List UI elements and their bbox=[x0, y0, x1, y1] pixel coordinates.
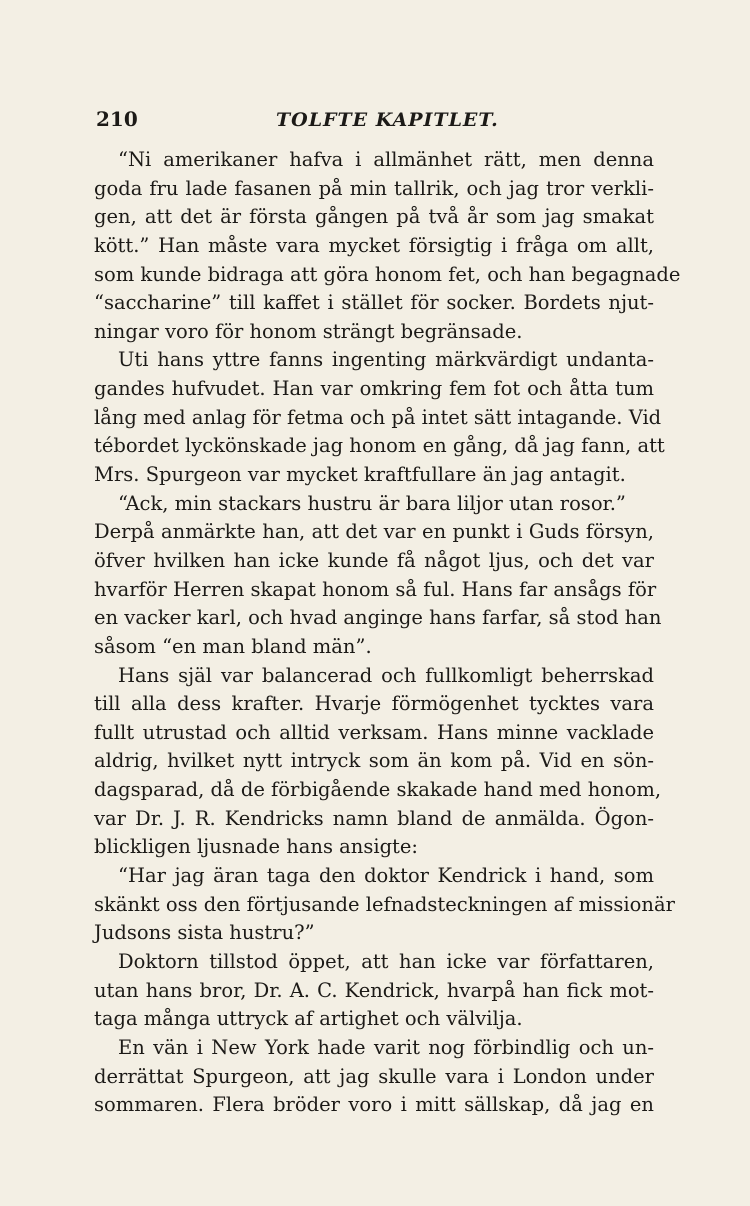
text-line: “Ni amerikaner hafva i allmänhet rätt, men denna bbox=[118, 148, 654, 171]
text-line: gandes hufvudet. Han var omkring fem fot och åtta tum bbox=[94, 377, 654, 401]
text-line: aldrig, hvilket nytt intryck som än kom på. Vid en sön- bbox=[94, 749, 654, 773]
text-line: kött.” Han måste vara mycket försigtig i fråga om allt, bbox=[94, 233, 654, 257]
text-line: Doktorn tillstod öppet, att han icke var författaren, bbox=[118, 949, 654, 973]
text-line: derrättat Spurgeon, att jag skulle vara i London under bbox=[94, 1064, 654, 1088]
text-line: Hans själ var balancerad och fullkomligt beherrskad bbox=[118, 663, 654, 687]
text-line: gen, att det är första gången på två år som jag smakat bbox=[94, 205, 654, 229]
text-line: taga många uttryck af artighet och välvilja. bbox=[94, 1007, 523, 1031]
text-line: Derpå anmärkte han, att det var en punkt i Guds försyn, bbox=[94, 520, 654, 544]
chapter-title: TOLFTE KAPITLET. bbox=[276, 109, 499, 131]
text-line: till alla dess krafter. Hvarje förmögenhet tycktes vara bbox=[94, 692, 654, 716]
text-line: utan hans bror, Dr. A. C. Kendrick, hvarpå han fick mot- bbox=[94, 978, 654, 1002]
text-line: skänkt oss den förtjusande lefnadsteckningen af missionär bbox=[94, 892, 675, 916]
text-line: En vän i New York hade varit nog förbindlig och un- bbox=[118, 1035, 654, 1059]
text-line: var Dr. J. R. Kendricks namn bland de anmälda. Ögon- bbox=[94, 806, 654, 830]
text-line: “Ack, min stackars hustru är bara liljor utan rosor.” bbox=[118, 491, 626, 515]
text-line: Mrs. Spurgeon var mycket kraftfullare än jag antagit. bbox=[94, 463, 626, 487]
text-line: en vacker karl, och hvad anginge hans farfar, så stod han bbox=[94, 606, 662, 630]
text-line: “Har jag äran taga den doktor Kendrick i hand, som bbox=[118, 864, 654, 888]
text-line: goda fru lade fasanen på min tallrik, och jag tror verkli- bbox=[94, 176, 654, 200]
text-line: fullt utrustad och alltid verksam. Hans minne vacklade bbox=[94, 720, 654, 744]
text-line: sommaren. Flera bröder voro i mitt sällskap, då jag en bbox=[94, 1093, 654, 1117]
text-line: lång med anlag för fetma och på intet sätt intagande. Vid bbox=[94, 405, 662, 429]
text-line: dagsparad, då de förbigående skakade hand med honom, bbox=[94, 778, 662, 802]
text-line: öfver hvilken han icke kunde få något ljus, och det var bbox=[94, 548, 654, 572]
text-line: blickligen ljusnade hans ansigte: bbox=[94, 835, 419, 859]
text-line: som kunde bidraga att göra honom fet, och han begagnade bbox=[94, 262, 681, 286]
text-line: tébordet lyckönskade jag honom en gång, då jag fann, att bbox=[94, 434, 665, 458]
text-line: Uti hans yttre fanns ingenting märkvärdigt undanta- bbox=[118, 348, 654, 372]
text-line: “saccharine” till kaffet i stället för socker. Bordets njut- bbox=[94, 291, 654, 315]
text-line: hvarför Herren skapat honom så ful. Hans far ansågs för bbox=[94, 577, 657, 601]
body-text bbox=[94, 146, 681, 1120]
page-number: 210 bbox=[96, 107, 138, 131]
text-line: Judsons sista hustru?” bbox=[94, 921, 315, 945]
text-line: ningar voro för honom strängt begränsade. bbox=[94, 319, 523, 343]
running-head bbox=[96, 107, 656, 137]
text-line: såsom “en man bland män”. bbox=[94, 634, 372, 658]
